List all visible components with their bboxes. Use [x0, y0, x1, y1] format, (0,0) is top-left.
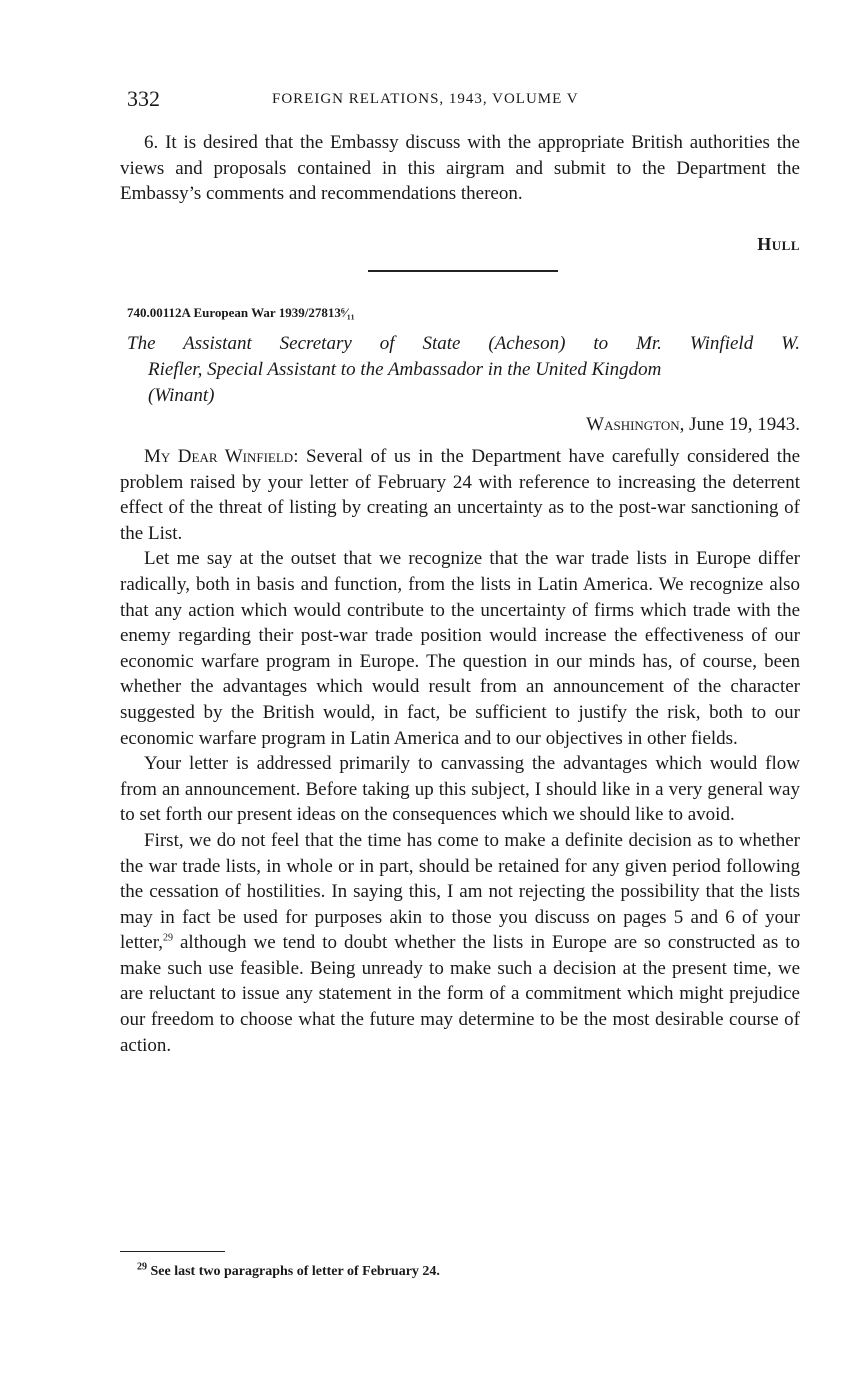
dateline-date: , June 19, 1943. — [679, 414, 800, 435]
caption-line-2: Riefler, Special Assistant to the Ambassador in the United Kingdom — [148, 359, 662, 380]
footnote-29 — [137, 1261, 440, 1280]
caption-line-1: The Assistant Secretary of State (Acheson) to Mr. Winfield W. — [127, 333, 800, 354]
dateline-place: Washington — [586, 414, 680, 435]
paragraph-4-text-b: although we tend to doubt whether the lists in Europe are so constructed as to make such use feasible. Being unready to make such a decision at the present time, we are reluctant to issue any statement in the form of a commitment which might prejudice our freedom to choose what the future may determine to be the most desirable course of action. — [120, 932, 800, 1056]
footnote-text: See last two paragraphs of letter of February 24. — [150, 1264, 440, 1279]
footnote-rule — [120, 1251, 225, 1252]
caption-line-3: (Winant) — [148, 385, 215, 406]
page-number: 332 — [127, 86, 160, 111]
running-header — [0, 86, 850, 116]
document-caption — [127, 331, 800, 409]
dateline — [586, 414, 800, 436]
paragraph-6: 6. It is desired that the Embassy discuss with the appropriate British authorities the views and proposals contained in this airgram and submit to the Department the Embassy’s comments and recommendations thereon. — [120, 132, 800, 205]
paragraph-3: Your letter is addressed primarily to canvassing the advantages which would flow from an announcement. Before taking up this subject, I should like in a very general way to set forth our present ideas on the consequences which we should like to avoid. — [120, 753, 800, 826]
paragraph-4-text-a: First, we do not feel that the time has come to make a definite decision as to whether the war trade lists, in whole or in part, should be retained for any given period following the cessation of hostilities. In saying this, I am not rejecting the possibility that the lists may in fact be used for purposes akin to those you discuss on pages 5 and 6 of your letter, — [120, 829, 800, 954]
letter-body — [120, 444, 800, 1058]
paragraph-1-text: Several of us in the Department have carefully considered the problem raised by your letter of February 24 with reference to increasing the deterrent effect of the threat of listing by creating an uncertainty as to the post-war sanctioning of the List. — [120, 446, 801, 544]
signature-hull: Hull — [757, 234, 800, 254]
paragraph-4 — [120, 828, 800, 1058]
footnote-marker: 29 — [137, 1261, 147, 1273]
prior-document-closing — [120, 130, 800, 207]
paragraph-2: Let me say at the outset that we recognize that the war trade lists in Europe differ radically, both in basis and function, from the lists in Latin America. We recognize also that any action which would contribute to the uncertainty of firms which trade with the enemy regarding their post-war trade position would increase the effectiveness of our economic warfare program in Europe. The question in our minds has, of course, been whether the advantages which would result from an announcement of the character suggested by the British would, in fact, be sufficient to justify the risk, both to our economic warfare program in Latin America and to our objectives in other fields. — [120, 548, 800, 749]
running-title: FOREIGN RELATIONS, 1943, VOLUME V — [272, 91, 579, 107]
salutation: My Dear Winfield: — [144, 446, 299, 467]
footnote-reference-29: 29 — [163, 932, 174, 944]
section-divider — [368, 270, 558, 272]
file-reference: 740.00112A European War 1939/27813⁶⁄₁₁ — [127, 305, 355, 320]
paragraph-1 — [120, 444, 800, 546]
